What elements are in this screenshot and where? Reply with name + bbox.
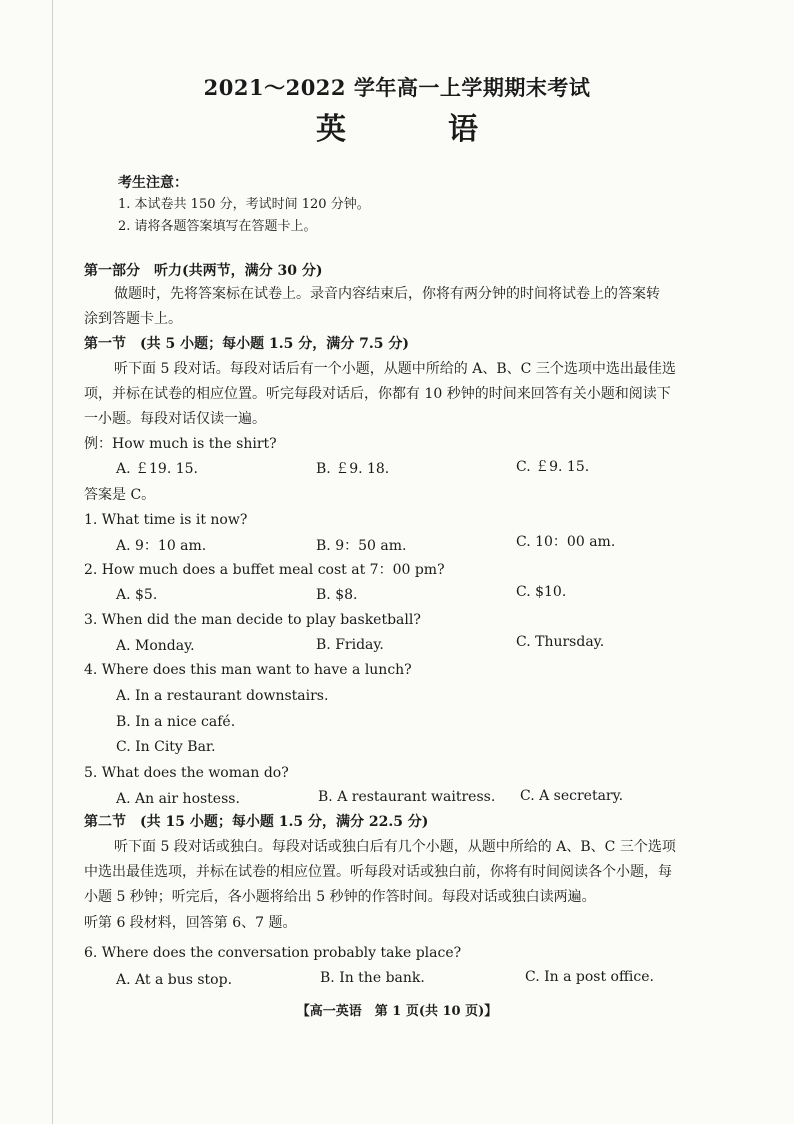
subject-title: 英 语 bbox=[316, 112, 514, 147]
example-option-b: B. ￡9. 18. bbox=[316, 461, 390, 477]
example-answer: 答案是 C。 bbox=[84, 487, 156, 503]
section2-material-note: 听第 6 段材料，回答第 6、7 题。 bbox=[84, 915, 297, 931]
section2-instruction-line-1: 听下面 5 段对话或独白。每段对话或独白后有几个小题，从题中所给的 A、B、C 三个选项 bbox=[114, 839, 676, 855]
question-1-option-b: B. 9：50 am. bbox=[316, 538, 407, 554]
section1-instruction-line-3: 一小题。每段对话仅读一遍。 bbox=[84, 411, 266, 427]
section1-heading: 第一节 (共 5 小题；每小题 1.5 分，满分 7.5 分) bbox=[84, 336, 409, 352]
question-1: 1. What time is it now? bbox=[84, 512, 248, 528]
part1-instruction-line-1: 做题时，先将答案标在试卷上。录音内容结束后，你将有两分钟的时间将试卷上的答案转 bbox=[114, 286, 660, 302]
question-3-option-a: A. Monday. bbox=[116, 638, 195, 654]
question-5: 5. What does the woman do? bbox=[84, 765, 289, 781]
example-question: 例：How much is the shirt? bbox=[84, 436, 277, 452]
example-option-a: A. ￡19. 15. bbox=[116, 461, 198, 477]
question-3: 3. When did the man decide to play basketball? bbox=[84, 612, 421, 628]
question-6-option-b: B. In the bank. bbox=[320, 970, 425, 986]
notice-item-2: 2. 请将各题答案填写在答题卡上。 bbox=[118, 219, 317, 234]
question-6-option-a: A. At a bus stop. bbox=[116, 972, 233, 988]
question-4: 4. Where does this man want to have a lunch? bbox=[84, 662, 412, 678]
section1-instruction-line-1: 听下面 5 段对话。每段对话后有一个小题，从题中所给的 A、B、C 三个选项中选出最佳选 bbox=[114, 361, 676, 377]
notice-heading: 考生注意： bbox=[118, 175, 188, 191]
page-footer: 【高一英语 第 1 页(共 10 页)】 bbox=[296, 1004, 498, 1019]
question-2-option-a: A. $5. bbox=[116, 587, 158, 603]
part1-instruction-line-2: 涂到答题卡上。 bbox=[84, 311, 182, 327]
section2-instruction-line-3: 小题 5 秒钟；听完后，各小题将给出 5 秒钟的作答时间。每段对话或独白读两遍。 bbox=[84, 889, 596, 905]
question-3-option-c: C. Thursday. bbox=[516, 634, 605, 650]
example-option-c: C. ￡9. 15. bbox=[516, 459, 590, 475]
question-4-option-c: C. In City Bar. bbox=[116, 739, 216, 755]
part1-heading: 第一部分 听力(共两节，满分 30 分) bbox=[84, 263, 323, 279]
question-5-option-a: A. An air hostess. bbox=[116, 791, 240, 807]
question-4-option-a: A. In a restaurant downstairs. bbox=[116, 688, 329, 704]
section2-heading: 第二节 (共 15 小题；每小题 1.5 分，满分 22.5 分) bbox=[84, 814, 429, 830]
question-5-option-c: C. A secretary. bbox=[520, 788, 624, 804]
question-2: 2. How much does a buffet meal cost at 7：00 pm? bbox=[84, 562, 445, 578]
question-6: 6. Where does the conversation probably take place? bbox=[84, 945, 462, 961]
section2-instruction-line-2: 中选出最佳选项，并标在试卷的相应位置。听每段对话或独白前，你将有时间阅读各个小题，每 bbox=[84, 864, 672, 880]
question-2-option-b: B. $8. bbox=[316, 587, 358, 603]
question-5-option-b: B. A restaurant waitress. bbox=[318, 789, 496, 805]
question-1-option-a: A. 9：10 am. bbox=[116, 538, 207, 554]
notice-item-1: 1. 本试卷共 150 分，考试时间 120 分钟。 bbox=[118, 197, 370, 212]
question-4-option-b: B. In a nice café. bbox=[116, 714, 236, 730]
question-6-option-c: C. In a post office. bbox=[525, 969, 654, 985]
scan-edge-line bbox=[52, 0, 53, 1124]
question-2-option-c: C. $10. bbox=[516, 584, 567, 600]
exam-title: 2021～2022 学年高一上学期期末考试 bbox=[203, 75, 591, 100]
question-3-option-b: B. Friday. bbox=[316, 637, 384, 653]
section1-instruction-line-2: 项，并标在试卷的相应位置。听完每段对话后，你都有 10 秒钟的时间来回答有关小题和阅读下 bbox=[84, 386, 671, 402]
question-1-option-c: C. 10：00 am. bbox=[516, 534, 616, 550]
